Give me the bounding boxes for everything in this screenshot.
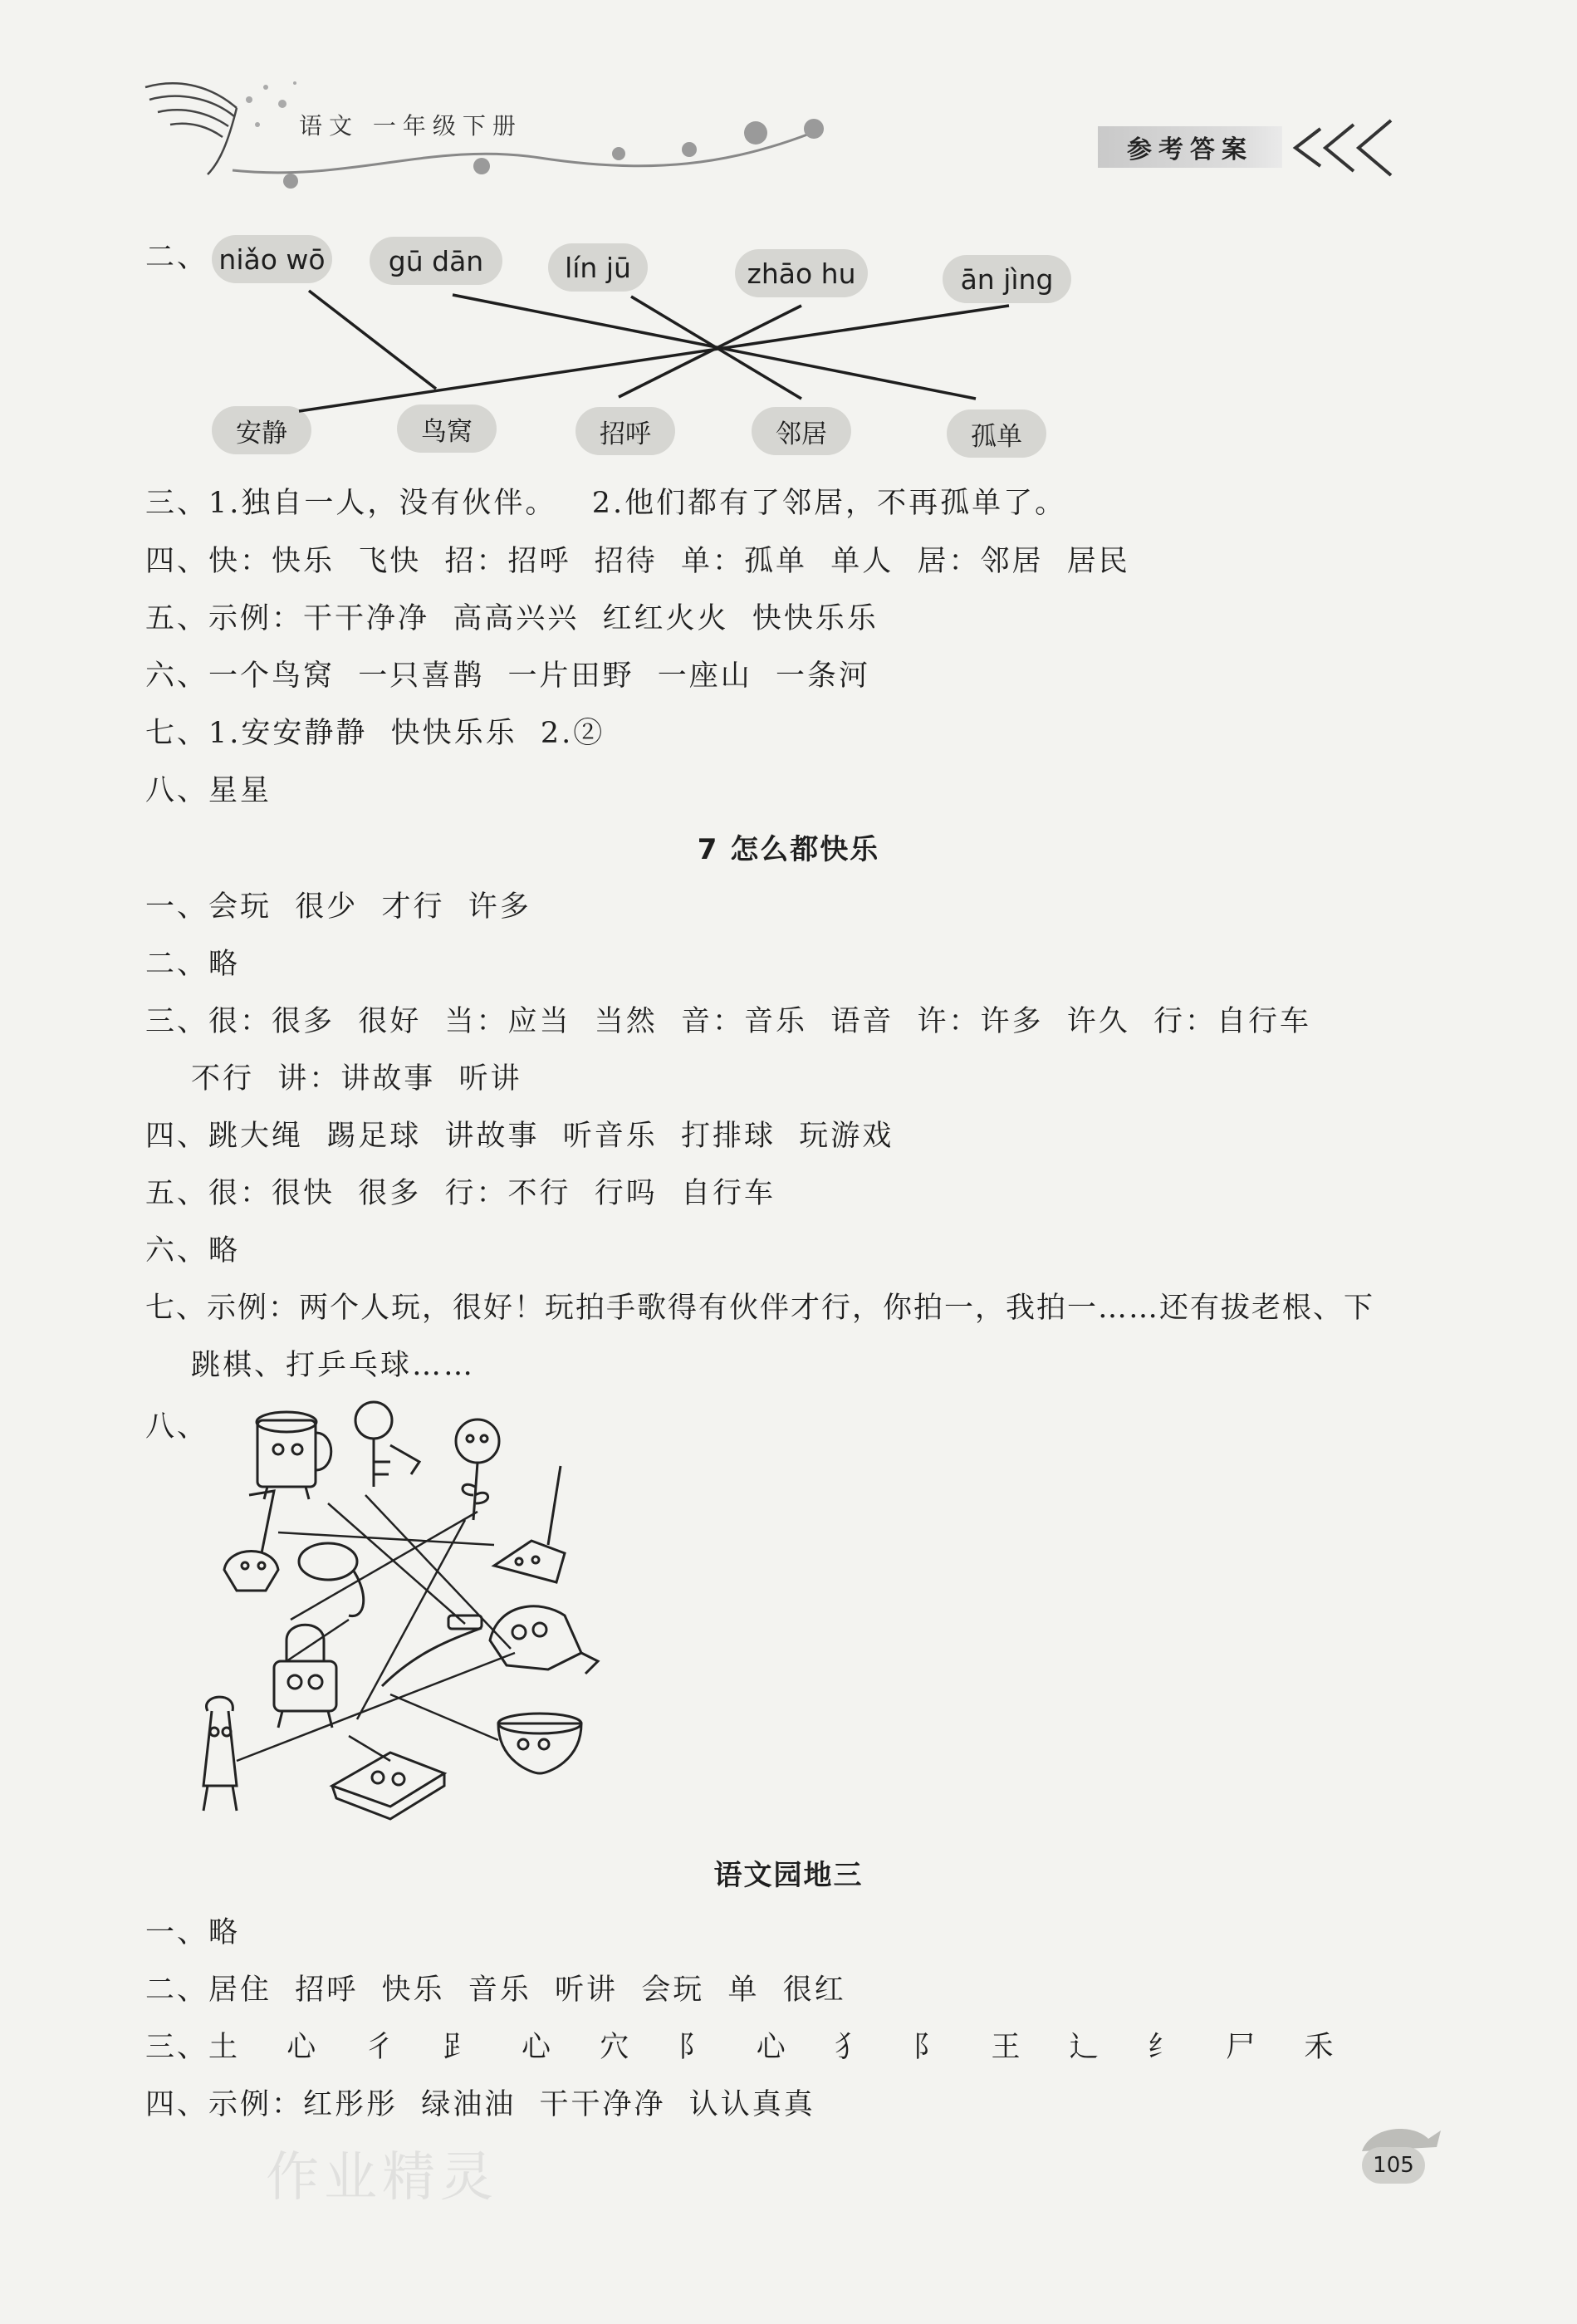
answer-line: 一、略 [145, 1916, 241, 1949]
matching-label: 二、 [145, 241, 209, 274]
answer-line: 三、土 心 彳 𧾷 心 穴 阝 心 犭 阝 王 辶 纟 尸 禾 [145, 2031, 1336, 2064]
pinyin-pill: lín jū [548, 243, 648, 292]
page-number: 105 [1362, 2147, 1425, 2184]
answer-line: 五、很：很快 很多 行：不行 行吗 自行车 [145, 1177, 776, 1210]
pinyin-pill: ān jìng [943, 255, 1071, 303]
word-pill: 招呼 [575, 407, 675, 455]
answer-line: 七、1.安安静静 快快乐乐 2.② [145, 717, 605, 750]
answer-line: 五、示例：干干净净 高高兴兴 红红火火 快快乐乐 [145, 602, 879, 635]
pinyin-pill: niǎo wō [212, 235, 332, 283]
answer-line: 八、 [145, 1410, 209, 1444]
word-pill: 孤单 [947, 409, 1046, 458]
answer-line: 不行 讲：讲故事 听讲 [191, 1062, 522, 1096]
lesson-title: 7 怎么都快乐 [697, 833, 880, 866]
answer-line: 四、示例：红彤彤 绿油油 干干净净 认认真真 [145, 2088, 815, 2121]
word-pill: 安静 [212, 406, 311, 454]
answer-line: 三、很：很多 很好 当：应当 当然 音：音乐 语音 许：许多 许久 行：自行车 [145, 1005, 1312, 1038]
answer-line: 跳棋、打乒乓球…… [191, 1349, 476, 1382]
garden-title: 语文园地三 [713, 1859, 864, 1892]
header-subject: 语文 一年级下册 [299, 112, 522, 140]
answer-line: 六、一个鸟窝 一只喜鹊 一片田野 一座山 一条河 [145, 659, 871, 693]
answer-line: 三、1.独自一人，没有伙伴。 2.他们都有了邻居，不再孤单了。 [145, 487, 1067, 520]
answer-line: 二、居住 招呼 快乐 音乐 听讲 会玩 单 很红 [145, 1973, 846, 2007]
pinyin-pill: gū dān [370, 237, 502, 285]
answer-line: 四、快：快乐 飞快 招：招呼 招待 单：孤单 单人 居：邻居 居民 [145, 545, 1130, 578]
answer-line: 一、会玩 很少 才行 许多 [145, 890, 531, 924]
answer-line: 六、略 [145, 1234, 241, 1267]
answer-line: 七、示例：两个人玩，很好！玩拍手歌得有伙伴才行，你拍一，我拍一……还有拔老根、下 [145, 1292, 1375, 1325]
pinyin-pill: zhāo hu [735, 249, 868, 297]
watermark: 作业精灵 [266, 2147, 498, 2209]
answer-line: 四、跳大绳 踢足球 讲故事 听音乐 打排球 玩游戏 [145, 1120, 894, 1153]
answer-label: 参考答案 [1098, 126, 1282, 168]
word-pill: 邻居 [752, 407, 851, 455]
answer-line: 八、星星 [145, 774, 272, 807]
word-pill: 鸟窝 [397, 404, 497, 453]
answer-line: 二、略 [145, 948, 241, 981]
